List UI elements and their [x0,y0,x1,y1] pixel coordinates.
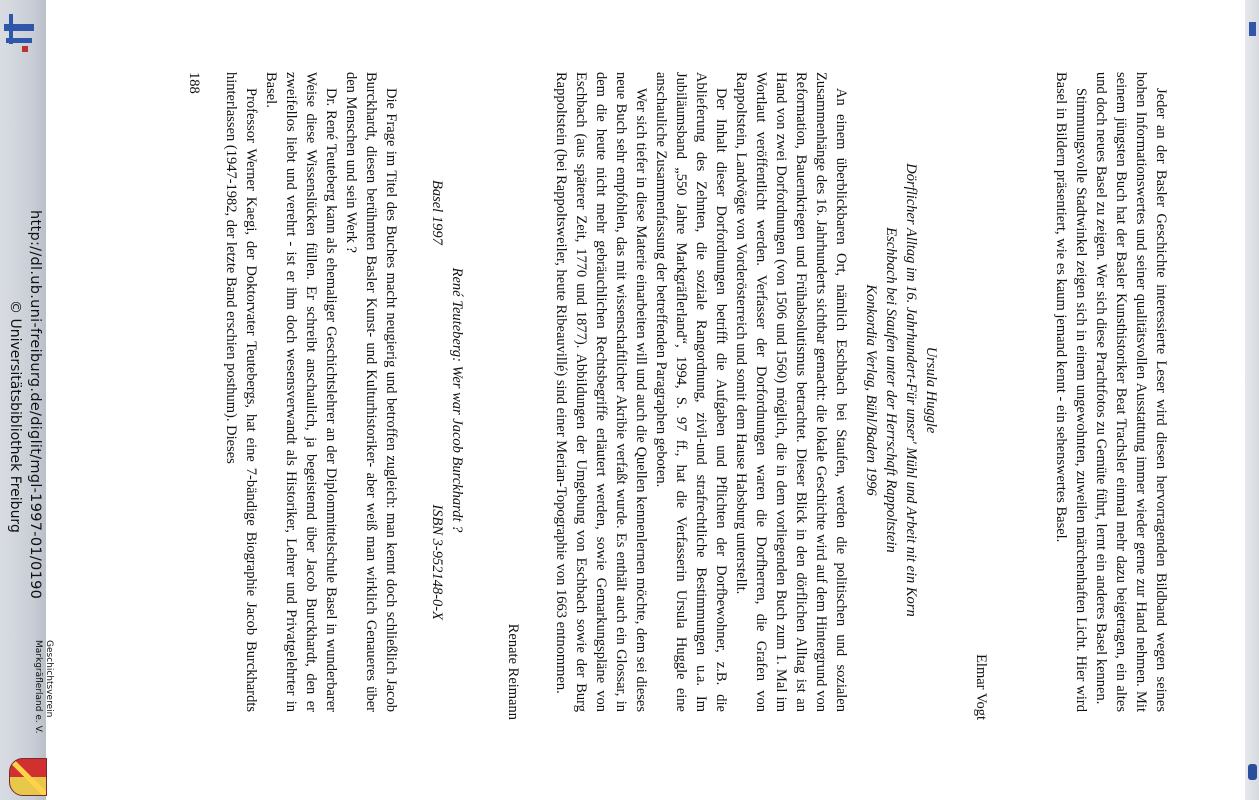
paragraph: Stimmungsvolle Stadtwinkel zeigen sich in einem ungewohnten, zuweilen märchenhaften Licht. Hier wird Basel in Bildern präsentiert, wie es kaum jemand kennt - ein sehenswertes Basel. [1053,72,1089,712]
review3-body [221,72,401,712]
review2-signature: Renate Reimann [505,623,521,720]
heading-place: Basel 1997 [429,180,445,245]
paragraph: Die Frage im Titel des Buches macht neugierig und betroffen zugleich: man kennt doch schließlich Jacob Burckhardt, diesen berühmten Basler Kunst- und Kulturhistoriker- aber weiß man wirklich Genaueres über den Menschen und sein Werk ? [343,72,399,712]
review1-signature: Elmar Vogt [973,654,989,720]
page-number: 188 [186,72,202,94]
paragraph: Jeder an der Basler Geschichte interessierte Leser wird diesen hervorragenden Bildband wegen seines hohen Informationswertes und seiner qualitätsvollen Ausstattung immer wieder gerne zur Hand nehmen. Mit seinem jüngsten Buch hat der Basler Kunsthistoriker Beat Trachsler einmal mehr dazu beigetragen, ein altes und doch neues Basel zu zeigen. Wer sich diese Prachtfotos zu Gemüte führt, lernt ein anderes Basel kennen. [1093,72,1169,712]
heading-isbn: ISBN 3-952148-0-X [429,504,445,620]
review2-body [551,72,851,712]
paragraph: An einem überblickbaren Ort, nämlich Eschbach bei Staufen, werden die politischen und sozialen Zusammenhänge des 16. Jahrhunderts sichtbar gemacht: die lokale Geschichte wird auf dem Hintergrund von Reformation, Bauernkriegen und Frühabsolutismus betrachtet. Dieser Blick in den dörflichen Alltag ist an Hand von zwei Dorfordnungen (von 1506 und 1560) möglich, die in dem vorliegenden Buch zum 1. Mal im Wortlaut veröffentlicht werden. Verfasser der Dorfordnungen waren die Dorfherren, die Grafen von Rappoltstein, Landvögte von Vorderösterreich und somit dem Hause Habsburg unterstellt. [733,72,849,712]
heading-author: Ursula Huggle [923,346,939,434]
review2-heading [861,130,941,650]
heading-publisher: Konkordia Verlag, Bühl/Baden 1996 [863,284,879,496]
heading-subtitle: Eschbach bei Staufen unter der Herrschaft Rappoltstein [883,227,899,553]
source-url-link[interactable]: http://dl.ub.uni-freiburg.de/diglit/mgl-1997-01/0190 [27,210,43,600]
review3-heading [427,180,467,620]
heading-title: René Teuteberg: Wer war Jacob Burckhardt ? [449,267,465,533]
paragraph: Professor Werner Kaegi, der Doktorvater Teutebergs, hat eine 7-bändige Biographie Jacob Burckhardts hinterlassen (1947-1982, der letzte Band erschien posthum). Dieses [223,72,259,712]
paragraph: Wer sich tiefer in diese Materie einarbeiten will und auch die Quellen kennenlernen möchte, dem sei dieses neue Buch sehr empfohlen, das mit wissenschaftlicher Akribie verfaßt wurde. Es enthält auch ein Glossar, in dem die heute nicht mehr gebräuchlichen Rechtsbegriffe erläutert werden, sowie Gemarkungspläne von Eschbach (aus späterer Zeit, 1770 und 1877). Abbildungen der Umgebung von Eschbach sowie der Burg Rappoltstein (bei Rappoltsweiler, heute Ribeauvillé) sind einer Merian-Topographie von 1663 entnommen. [553,72,649,712]
paragraph: Dr. René Teuteberg kann als ehemaliger Geschichtslehrer an der Diplommittelschule Basel in wunderbarer Weise diese Wissenslücken füllen. Er schreibt anschaulich, ja begeistemd über Jacob Burckhardt, den er zweifellos liebt und verehrt - ist er ihm doch wesensverwandt als Historiker, Lehrer und Privatgelehrter in Basel. [263,72,339,712]
paragraph: Der Inhalt dieser Dorfordnungen betrifft die Aufgaben und Pflichten der Dorfbewohner, z.B. die Ablieferung des Zehnten, die soziale Rangordnung, zivil-und strafrechtliche Bestimmungen u.a. Im Jubiläumsband „550 Jahre Markgräflerland“, 1994, S. 97 ff., hat die Verfasserin Ursula Huggle eine anschauliche Zusammenfassung der betreffenden Paragraphen geboten. [653,72,729,712]
heading-title: Dörflicher Alltag im 16. Jahrhundert-Für unser' Mühl und Arbeit nit ein Korn [903,163,919,617]
review1-body [1051,72,1171,712]
society-name: Geschichtsverein Markgräflerland e. V. [33,640,54,734]
society-crest-icon [9,758,47,796]
copyright-notice: © Universitätsbibliothek Freiburg [7,300,23,533]
